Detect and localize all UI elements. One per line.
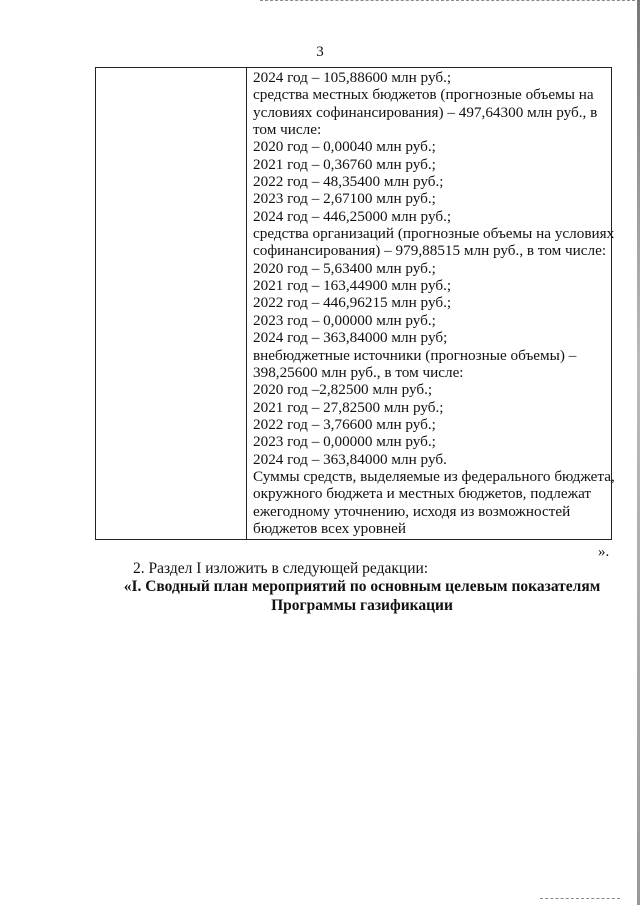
- text-line: том числе:: [253, 121, 322, 139]
- text-line: 2020 год – 0,00040 млн руб.;: [253, 138, 436, 156]
- text-line: 2024 год – 363,84000 млн руб.: [253, 450, 447, 468]
- text-line: 2024 год – 363,84000 млн руб;: [253, 329, 448, 347]
- text-line: окружного бюджета и местных бюджетов, подлежат: [253, 485, 592, 503]
- text-line: 2023 год – 0,00000 млн руб.;: [253, 433, 436, 451]
- text-line: внебюджетные источники (прогнозные объемы) –: [253, 346, 577, 364]
- scan-edge-top: [260, 0, 640, 4]
- text-line: софинансирования) – 979,88515 млн руб., в том числе:: [253, 242, 607, 260]
- text-line: бюджетов всех уровней: [253, 519, 406, 537]
- text-line: 2024 год – 105,88600 млн руб.;: [253, 69, 452, 86]
- closing-quote: ».: [598, 544, 610, 560]
- text-line: 2021 год – 163,44900 млн руб.;: [253, 277, 452, 295]
- section-title-line-2: Программы газификации: [271, 597, 453, 614]
- text-line: 2022 год – 446,96215 млн руб.;: [253, 294, 452, 312]
- section-title-line-1: «I. Сводный план мероприятий по основным целевым показателям: [123, 578, 601, 595]
- text-line: 2021 год – 0,36760 млн руб.;: [253, 155, 436, 173]
- text-line: ежегодному уточнению, исходя из возможностей: [253, 502, 571, 520]
- text-line: средства организаций (прогнозные объемы на условиях: [253, 225, 615, 243]
- text-line: 2024 год – 446,25000 млн руб.;: [253, 207, 452, 225]
- text-line: 2020 год –2,82500 млн руб.;: [253, 381, 433, 399]
- budget-table: [95, 67, 615, 540]
- text-line: 398,25600 млн руб., в том числе:: [253, 363, 464, 381]
- text-line: 2023 год – 2,67100 млн руб.;: [253, 190, 436, 208]
- text-line: 2021 год – 27,82500 млн руб.;: [253, 398, 444, 416]
- page-number: 3: [316, 44, 324, 60]
- text-line: 2020 год – 5,63400 млн руб.;: [253, 259, 436, 277]
- amendment-instruction: 2. Раздел I изложить в следующей редакции:: [133, 560, 429, 577]
- table-cell-left-empty: [96, 68, 247, 540]
- text-line: 2022 год – 3,76600 млн руб.;: [253, 415, 436, 433]
- text-line: 2022 год – 48,35400 млн руб.;: [253, 173, 444, 191]
- scan-edge-bottom: [540, 898, 620, 899]
- text-line: средства местных бюджетов (прогнозные объемы на: [253, 86, 594, 104]
- table-row: [96, 68, 612, 540]
- text-line: 2023 год – 0,00000 млн руб.;: [253, 311, 436, 329]
- text-line: Суммы средств, выделяемые из федерального бюджета,: [253, 467, 615, 485]
- table-cell-funding-details: [247, 68, 615, 540]
- text-line: условиях софинансирования) – 497,64300 млн руб., в: [253, 103, 598, 121]
